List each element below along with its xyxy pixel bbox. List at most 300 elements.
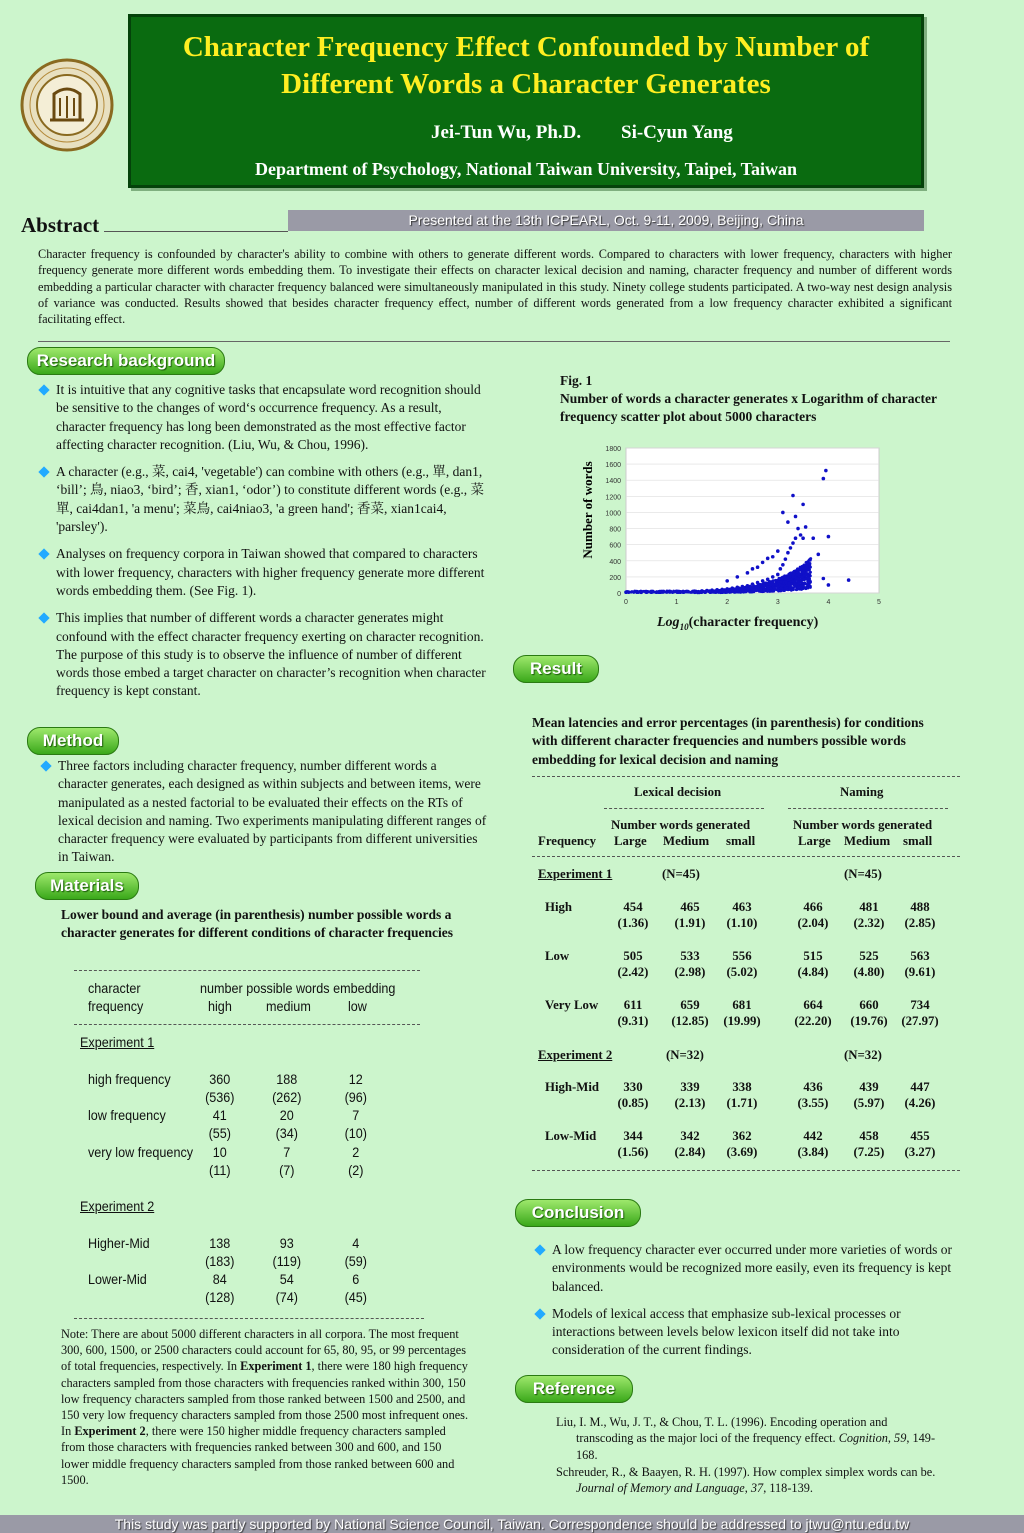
poster-title — [131, 29, 921, 103]
sample-size: (N=45) — [844, 867, 882, 881]
data-point — [787, 577, 790, 580]
data-point — [794, 515, 798, 519]
bullet-item: It is intuitive that any cognitive tasks that encapsulate word recognition should be sensitive to the changes of word‘s occurrence frequency. As a result, character frequency has long been demonstrated as the most effective factor affecting character recognition. (Liu, Wu, & Chou, 1996). — [38, 381, 486, 454]
cell-error: (19.76) — [850, 1014, 888, 1028]
data-point — [659, 590, 662, 593]
data-point — [751, 591, 754, 594]
cell-error: (2.32) — [853, 916, 885, 930]
x-tick-label: 0 — [624, 599, 628, 606]
cell-error: (1.10) — [726, 916, 758, 930]
cell-error: (22.20) — [794, 1014, 832, 1028]
x-tick-label: 1 — [674, 599, 679, 606]
data-point — [673, 590, 676, 593]
cell-average: (183) — [205, 1253, 235, 1269]
row-label: very low frequency — [88, 1144, 194, 1160]
cell-latency: 505 — [623, 949, 643, 963]
column-header: low — [348, 998, 367, 1014]
cell-error: (2.04) — [797, 916, 829, 930]
bullet-item: Models of lexical access that emphasize sub-lexical processes or interactions between levels below lexicon itself did not take into consideration of the current findings. — [534, 1305, 954, 1360]
data-point — [755, 589, 758, 592]
data-point — [763, 586, 766, 589]
data-point — [799, 533, 803, 537]
research-background-heading: Research background — [27, 347, 225, 375]
data-point — [822, 477, 826, 481]
table-rule — [74, 1318, 424, 1319]
data-point — [796, 527, 800, 531]
cell-value: 54 — [279, 1271, 294, 1287]
data-point — [655, 591, 658, 594]
cell-average: (7) — [279, 1162, 295, 1178]
abstract-divider — [38, 341, 950, 342]
scatter-plot — [570, 440, 900, 640]
cell-value: 7 — [352, 1107, 360, 1123]
cell-latency: 515 — [803, 949, 823, 963]
title-line-2: Different Words a Character Generates — [281, 68, 771, 100]
cell-error: (12.85) — [671, 1014, 709, 1028]
cell-average: (119) — [272, 1253, 302, 1269]
cell-latency: 454 — [623, 900, 643, 914]
bullet-item: Three factors including character frequency, number different words a character generates, each designed as within subjects and between items, were manipulated as a nested factorial to be evaluated their effects on the RTs of lexical decision and naming. Two experiments manipulating different ranges of character frequency were evaluated by participants from different universities in Taiwan. — [40, 757, 488, 867]
y-tick-label: 800 — [609, 526, 621, 534]
materials-table-caption: Lower bound and average (in parenthesis) number possible words a character generates for different conditions of character frequencies — [61, 907, 454, 941]
data-point — [793, 580, 796, 583]
data-point — [801, 536, 805, 540]
row-label: Lower-Mid — [88, 1271, 147, 1287]
data-point — [783, 589, 786, 592]
cell-latency: 330 — [623, 1080, 643, 1094]
data-point — [776, 573, 780, 577]
data-point — [806, 586, 809, 589]
y-axis-label: Number of words — [580, 461, 595, 559]
cell-error: (3.27) — [904, 1145, 936, 1159]
cell-error: (3.69) — [726, 1145, 758, 1159]
data-point — [776, 549, 780, 553]
data-point — [705, 590, 708, 593]
data-point — [804, 525, 808, 529]
sample-size: (N=32) — [666, 1048, 704, 1062]
data-point — [772, 579, 775, 582]
row-label: low frequency — [88, 1107, 166, 1123]
data-point — [847, 578, 851, 582]
x-tick-label: 5 — [877, 599, 881, 606]
cell-average: (262) — [272, 1089, 302, 1105]
data-point — [761, 561, 765, 565]
cell-error: (1.36) — [617, 916, 649, 930]
presented-at-banner: Presented at the 13th ICPEARL, Oct. 9-11, 2009, Beijing, China — [288, 210, 924, 231]
column-header: Large — [798, 834, 831, 848]
column-header: Frequency — [538, 834, 597, 848]
cell-error: (1.91) — [674, 916, 706, 930]
diamond-bullet-icon — [38, 613, 49, 624]
cell-error: (2.85) — [904, 916, 936, 930]
cell-average: (45) — [344, 1289, 368, 1305]
cell-average: (11) — [209, 1162, 231, 1178]
data-point — [806, 565, 809, 568]
data-point — [824, 469, 828, 473]
data-point — [693, 591, 696, 594]
bullet-item: This implies that number of different words a character generates might confound with the effect character frequency exerting on character recognition. The purpose of this study is to observe the influence of number of different words those embed a target character on character’s recognition when character frequency is kept constant. — [38, 609, 486, 700]
cell-latency: 664 — [803, 998, 823, 1012]
data-point — [746, 571, 750, 575]
y-tick-label: 1000 — [605, 510, 621, 518]
cell-value: 2 — [352, 1144, 360, 1160]
research-bullet-list — [38, 381, 486, 710]
bullet-item: A low frequency character ever occurred under more varieties of words or environments would be recognized more easily, even its frequency is kept balanced. — [534, 1241, 954, 1296]
cell-average: (96) — [344, 1089, 368, 1105]
cell-average: (2) — [348, 1162, 364, 1178]
cell-latency: 525 — [859, 949, 879, 963]
data-point — [751, 567, 755, 571]
data-point — [662, 590, 665, 593]
cell-latency: 458 — [859, 1129, 879, 1143]
cell-latency: 481 — [859, 900, 879, 914]
experiment-label: Experiment 1 — [80, 1034, 155, 1050]
experiment-label: Experiment 2 — [538, 1048, 613, 1062]
data-point — [766, 557, 770, 561]
row-label: Very Low — [545, 998, 599, 1012]
abstract-underline — [104, 231, 288, 232]
data-point — [762, 589, 765, 592]
data-point — [827, 583, 831, 587]
cell-value: 12 — [348, 1071, 363, 1087]
data-point — [781, 563, 785, 567]
cell-latency: 681 — [732, 998, 752, 1012]
table-rule — [74, 1024, 420, 1025]
data-point — [805, 574, 808, 577]
cell-value: 93 — [279, 1235, 294, 1251]
diamond-bullet-icon — [534, 1308, 545, 1319]
data-point — [791, 541, 795, 545]
cell-latency: 465 — [680, 900, 700, 914]
y-tick-label: 400 — [609, 558, 621, 566]
y-tick-label: 0 — [617, 591, 621, 598]
table-rule — [788, 808, 948, 809]
data-point — [702, 590, 705, 593]
conclusion-heading: Conclusion — [515, 1199, 641, 1227]
cell-error: (3.55) — [797, 1096, 829, 1110]
column-header: Medium — [844, 834, 891, 848]
sample-size: (N=45) — [662, 867, 700, 881]
x-tick-label: 3 — [775, 599, 780, 606]
y-tick-label: 1800 — [605, 446, 621, 453]
method-heading: Method — [27, 727, 119, 755]
result-table-caption: Mean latencies and error percentages (in parenthesis) for conditions with different character frequencies and numbers possible words embedding for lexical decision and naming — [532, 715, 924, 767]
cell-error: (5.02) — [726, 965, 758, 979]
data-point — [755, 586, 758, 589]
data-point — [686, 590, 689, 593]
column-header: Medium — [663, 834, 710, 848]
column-group-header: Lexical decision — [634, 785, 722, 799]
data-point — [725, 579, 729, 583]
data-point — [717, 590, 720, 593]
cell-value: 7 — [283, 1144, 291, 1160]
cell-latency: 660 — [859, 998, 879, 1012]
table-rule — [532, 1170, 960, 1171]
cell-value: 4 — [352, 1235, 360, 1251]
diamond-bullet-icon — [38, 549, 49, 560]
reference-heading: Reference — [515, 1375, 633, 1403]
y-tick-label: 200 — [609, 574, 621, 582]
y-tick-label: 1600 — [605, 462, 621, 470]
data-point — [635, 591, 638, 594]
data-point — [779, 567, 783, 571]
cell-value: 188 — [276, 1071, 298, 1087]
cell-latency: 455 — [910, 1129, 930, 1143]
cell-average: (536) — [205, 1089, 235, 1105]
data-point — [822, 577, 826, 581]
data-point — [799, 586, 802, 589]
column-group-header: Naming — [840, 785, 884, 799]
data-point — [797, 577, 800, 580]
data-point — [784, 575, 787, 578]
cell-value: 360 — [209, 1071, 231, 1087]
data-point — [809, 571, 812, 574]
cell-latency: 734 — [910, 998, 930, 1012]
cell-latency: 436 — [803, 1080, 823, 1094]
experiment-label: Experiment 1 — [538, 867, 613, 881]
y-tick-label: 600 — [609, 542, 621, 550]
cell-latency: 659 — [680, 998, 700, 1012]
y-tick-label: 1200 — [605, 494, 621, 502]
cell-average: (34) — [275, 1125, 299, 1141]
title-banner — [128, 14, 924, 188]
title-line-1: Character Frequency Effect Confounded by Number of — [182, 31, 870, 63]
data-point — [800, 581, 803, 584]
method-bullet-list — [40, 757, 488, 876]
data-point — [645, 591, 648, 594]
data-point — [791, 494, 795, 498]
abstract-body: Character frequency is confounded by character's ability to combine with others to generate different words. Compared to characters with lower frequency, characters with higher frequency generate more different words embedding them. To investigate their effects on character lexical decision and naming, character frequency and number of different words embedding a particular character with character frequency balanced were simultaneously manipulated in this study. Ninety college students participated. A two-way nest design analysis of variance was conducted. Results showed that besides character frequency effect, number of different words generated from a low frequency character exhibited a significant facilitating effect. — [38, 247, 952, 327]
data-point — [731, 589, 734, 592]
data-point — [784, 586, 787, 589]
column-header: Large — [614, 834, 647, 848]
materials-heading: Materials — [35, 872, 139, 900]
data-point — [750, 586, 753, 589]
author-2: Si-Cyun Yang — [621, 122, 733, 143]
data-point — [811, 536, 815, 540]
cell-value: 84 — [212, 1271, 227, 1287]
bullet-item: A character (e.g., 菜, cai4, 'vegetable') can combine with others (e.g., 單, dan1, ‘bill’; 鳥, niao3, ‘bird’; 香, xian1, ‘odor’) to constitute different words (e.g., 菜單, cai4dan1, 'a menu'; 菜鳥, cai4niao3, 'a green hand'; 香菜, xian1cai4, 'parsley'). — [38, 463, 486, 536]
row-label: Low — [545, 949, 570, 963]
row-label: High — [545, 900, 573, 914]
data-point — [756, 565, 760, 569]
diamond-bullet-icon — [38, 384, 49, 395]
x-tick-label: 2 — [725, 599, 730, 606]
cell-error: (2.13) — [674, 1096, 706, 1110]
data-point — [781, 511, 785, 515]
cell-error: (19.99) — [723, 1014, 761, 1028]
data-point — [734, 589, 737, 592]
experiment-label: Experiment 2 — [80, 1198, 155, 1214]
cell-error: (1.56) — [617, 1145, 649, 1159]
cell-error: (2.98) — [674, 965, 706, 979]
data-point — [795, 588, 798, 591]
reference-item: Schreuder, R., & Baayen, R. H. (1997). How complex simplex words can be. Journal of Memory and Language, 37, 118-139. — [556, 1464, 936, 1496]
data-point — [807, 576, 810, 579]
data-point — [827, 535, 831, 539]
plot-area — [626, 448, 879, 593]
data-point — [786, 551, 790, 555]
row-label: Higher-Mid — [88, 1235, 150, 1251]
cell-error: (3.84) — [797, 1145, 829, 1159]
column-header: high — [208, 998, 232, 1014]
abstract-heading: Abstract — [21, 213, 100, 237]
data-point — [776, 588, 779, 591]
cell-value: 20 — [279, 1107, 294, 1123]
table-rule — [74, 970, 420, 971]
data-point — [632, 591, 635, 594]
cell-latency: 611 — [623, 998, 643, 1012]
column-header: medium — [266, 998, 311, 1014]
university-seal-logo — [20, 58, 114, 152]
table-rule — [532, 776, 960, 777]
cell-error: (4.26) — [904, 1096, 936, 1110]
cell-latency: 362 — [732, 1129, 752, 1143]
cell-average: (74) — [275, 1289, 299, 1305]
data-point — [760, 584, 763, 587]
cell-latency: 563 — [910, 949, 930, 963]
cell-error: (2.42) — [617, 965, 649, 979]
cell-error: (5.97) — [853, 1096, 885, 1110]
column-header: small — [726, 834, 756, 848]
data-point — [801, 503, 805, 507]
data-point — [668, 590, 671, 593]
diamond-bullet-icon — [40, 760, 51, 771]
cell-value: 10 — [212, 1144, 227, 1160]
data-point — [640, 591, 643, 594]
cell-latency: 466 — [803, 900, 823, 914]
cell-latency: 339 — [680, 1080, 700, 1094]
column-header: number possible words embedding — [200, 980, 396, 996]
data-point — [802, 578, 805, 581]
data-point — [725, 590, 728, 593]
cell-error: (2.84) — [674, 1145, 706, 1159]
cell-latency: 442 — [803, 1129, 823, 1143]
cell-latency: 342 — [680, 1129, 700, 1143]
column-header: small — [903, 834, 933, 848]
bullet-item: Analyses on frequency corpora in Taiwan showed that compared to characters with lower frequency, characters with higher frequency generate more different words embedding them. (See Fig. 1). — [38, 545, 486, 600]
reference-item: Liu, I. M., Wu, J. T., & Chou, T. L. (1996). Encoding operation and transcoding as the major loci of the frequency effect. Cognition, 59, 149-168. — [556, 1415, 936, 1462]
table-rule — [532, 856, 960, 857]
data-point — [708, 590, 711, 593]
figure-caption: Number of words a character generates x Logarithm of character frequency scatter plot about 5000 characters — [560, 391, 937, 425]
x-tick-label: 4 — [826, 599, 831, 606]
cell-latency: 344 — [623, 1129, 643, 1143]
data-point — [689, 591, 692, 594]
data-point — [746, 588, 749, 591]
data-point — [789, 572, 792, 575]
data-point — [779, 580, 782, 583]
column-header: frequency — [88, 998, 144, 1014]
diamond-bullet-icon — [534, 1244, 545, 1255]
data-point — [713, 591, 716, 594]
data-point — [787, 581, 790, 584]
data-point — [786, 520, 790, 524]
data-point — [799, 568, 802, 571]
data-point — [742, 588, 745, 591]
data-point — [781, 584, 784, 587]
cell-error: (1.71) — [726, 1096, 758, 1110]
data-point — [792, 576, 795, 579]
cell-latency: 439 — [859, 1080, 879, 1094]
data-point — [794, 536, 798, 540]
cell-error: (4.84) — [797, 965, 829, 979]
author-1: Jei-Tun Wu, Ph.D. — [431, 122, 582, 143]
y-tick-label: 1400 — [605, 478, 621, 486]
data-point — [759, 587, 762, 590]
column-header: Number words generated — [793, 818, 933, 832]
data-point — [650, 590, 653, 593]
data-point — [773, 587, 776, 590]
cell-average: (128) — [205, 1289, 235, 1305]
row-label: High-Mid — [545, 1080, 600, 1094]
cell-latency: 533 — [680, 949, 700, 963]
cell-value: 41 — [212, 1107, 227, 1123]
result-heading: Result — [513, 655, 599, 683]
cell-error: (0.85) — [617, 1096, 649, 1110]
cell-average: (59) — [344, 1253, 368, 1269]
data-point — [682, 591, 685, 594]
data-point — [797, 583, 800, 586]
cell-error: (9.61) — [904, 965, 936, 979]
cell-error: (9.31) — [617, 1014, 649, 1028]
cell-latency: 447 — [910, 1080, 930, 1094]
materials-note: Note: There are about 5000 different characters in all corpora. The most frequent 300, 600, 1500, or 2500 characters could account for 65, 80, 95, or 99 percentages of total frequencies, respectively. In Experiment 1, there were 180 high frequency characters sampled from those characters with frequencies ranked within 300, 150 low frequency characters sampled from those ranked between 1500 and 2500, and 150 very low frequency characters sampled from those 2500 most infrequent ones. In Experiment 2, there were 150 higher middle frequency characters sampled from those characters with frequencies ranked between 300 and 600, and 150 lower middle frequency characters sampled from those ranked between 600 and 1500. — [61, 1327, 469, 1487]
data-point — [798, 573, 801, 576]
data-point — [789, 546, 793, 550]
cell-error: (7.25) — [853, 1145, 885, 1159]
data-point — [771, 575, 775, 579]
cell-average: (55) — [208, 1125, 232, 1141]
cell-latency: 338 — [732, 1080, 752, 1094]
data-point — [781, 577, 784, 580]
data-point — [766, 582, 769, 585]
cell-average: (10) — [344, 1125, 368, 1141]
data-point — [699, 590, 702, 593]
reference-list — [556, 1414, 946, 1497]
cell-value: 138 — [209, 1235, 231, 1251]
data-point — [771, 555, 775, 559]
data-point — [774, 582, 777, 585]
data-point — [791, 587, 794, 590]
x-axis-label: Log$_{10}$(character frequency) — [657, 615, 819, 632]
data-point — [784, 580, 787, 583]
figure-label: Fig. 1 — [560, 373, 593, 388]
cell-latency: 488 — [910, 900, 930, 914]
diamond-bullet-icon — [38, 467, 49, 478]
cell-value: 6 — [352, 1271, 360, 1287]
cell-latency: 463 — [732, 900, 752, 914]
sample-size: (N=32) — [844, 1048, 882, 1062]
column-header: Number words generated — [611, 818, 751, 832]
data-point — [802, 571, 805, 574]
data-point — [627, 591, 630, 594]
data-point — [680, 590, 683, 593]
cell-error: (4.80) — [853, 965, 885, 979]
row-label: high frequency — [88, 1071, 171, 1087]
data-point — [784, 557, 788, 561]
data-point — [736, 575, 740, 579]
cell-error: (27.97) — [901, 1014, 939, 1028]
data-point — [808, 564, 811, 567]
row-label: Low-Mid — [545, 1129, 597, 1143]
cell-latency: 556 — [732, 949, 752, 963]
data-point — [801, 565, 804, 568]
table-rule — [604, 808, 764, 809]
data-point — [816, 553, 820, 557]
department: Department of Psychology, National Taiwan University, Taipei, Taiwan — [254, 159, 798, 179]
conclusion-bullet-list — [534, 1241, 954, 1369]
